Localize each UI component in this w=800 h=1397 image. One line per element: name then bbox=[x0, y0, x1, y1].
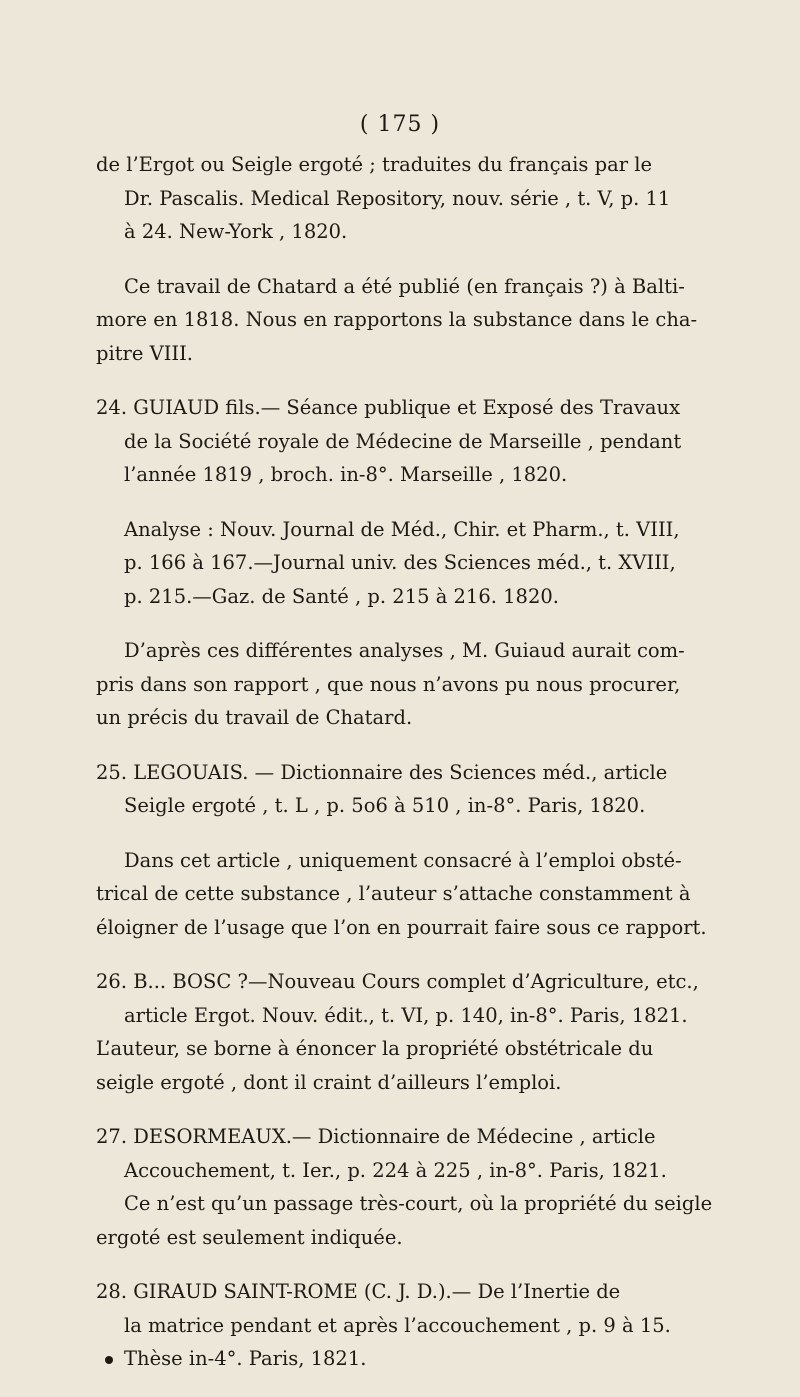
entry-24 bbox=[96, 391, 716, 492]
page-body bbox=[96, 148, 716, 1397]
text-line: trical de cette substance , l’auteur s’attache constamment à bbox=[96, 882, 691, 905]
text-line: Ce travail de Chatard a été publié (en français ?) à Balti- bbox=[124, 274, 685, 298]
text-line: D’après ces différentes analyses , M. Guiaud aurait com- bbox=[124, 639, 685, 662]
paragraph-analyse bbox=[96, 513, 716, 614]
text-line: article Ergot. Nouv. édit., t. VI, p. 140, in-8°. Paris, 1821. bbox=[124, 1003, 688, 1027]
text-line: 26. B... BOSC ?—Nouveau Cours complet d’Agriculture, etc., bbox=[96, 970, 699, 993]
text-line: à 24. New-York , 1820. bbox=[124, 220, 348, 243]
page-number: ( 175 ) bbox=[359, 112, 441, 137]
paragraph-guiaud-note bbox=[96, 634, 716, 735]
text-line: Seigle ergoté , t. L , p. 5o6 à 510 , in-8°. Paris, 1820. bbox=[124, 794, 646, 817]
text-line: Ce n’est qu’un passage très-court, où la propriété du seigle bbox=[124, 1192, 713, 1215]
paragraph-legouais-note bbox=[96, 844, 716, 945]
paragraph-chatard-note bbox=[96, 270, 716, 371]
entry-26 bbox=[96, 965, 716, 1099]
text-line: p. 166 à 167.—Journal univ. des Sciences méd., t. XVIII, bbox=[124, 551, 676, 574]
text-line: pitre VIII. bbox=[96, 341, 194, 365]
text-line: L’auteur, se borne à énoncer la propriété obstétricale du bbox=[96, 1037, 654, 1060]
text-line: éloigner de l’usage que l’on en pourrait faire sous ce rapport. bbox=[96, 915, 707, 939]
text-line: p. 215.—Gaz. de Santé , p. 215 à 216. 1820. bbox=[124, 584, 559, 608]
text-line: pris dans son rapport , que nous n’avons pu nous procurer, bbox=[96, 672, 681, 696]
ink-blot bbox=[105, 1356, 113, 1364]
entry-25 bbox=[96, 756, 716, 823]
text-line: 24. GUIAUD fils.— Séance publique et Exposé des Travaux bbox=[96, 396, 681, 419]
text-line: Dans cet article , uniquement consacré à l’emploi obsté- bbox=[124, 848, 682, 872]
text-line: 25. LEGOUAIS. — Dictionnaire des Sciences méd., article bbox=[96, 760, 668, 784]
entry-27 bbox=[96, 1120, 716, 1254]
text-line: more en 1818. Nous en rapportons la substance dans le cha- bbox=[96, 308, 698, 331]
paragraph-ergot-translation bbox=[96, 148, 716, 249]
text-line: l’année 1819 , broch. in-8°. Marseille , 1820. bbox=[124, 463, 568, 486]
text-line: un précis du travail de Chatard. bbox=[96, 706, 413, 729]
text-line: de la Société royale de Médecine de Marseille , pendant bbox=[124, 429, 682, 453]
text-line: 28. GIRAUD SAINT-ROME (C. J. D.).— De l’Inertie de bbox=[96, 1280, 621, 1303]
text-line: la matrice pendant et après l’accouchement , p. 9 à 15. bbox=[124, 1313, 671, 1337]
text-line: Analyse : Nouv. Journal de Méd., Chir. et Pharm., t. VIII, bbox=[124, 517, 680, 541]
text-line: Accouchement, t. Ier., p. 224 à 225 , in-8°. Paris, 1821. bbox=[124, 1158, 667, 1182]
text-line: Dr. Pascalis. Medical Repository, nouv. série , t. V, p. 11 bbox=[124, 186, 671, 210]
text-line: de l’Ergot ou Seigle ergoté ; traduites du français par le bbox=[96, 153, 652, 176]
entry-28 bbox=[96, 1275, 716, 1376]
text-line: 27. DESORMEAUX.— Dictionnaire de Médecine , article bbox=[96, 1125, 656, 1148]
text-line: Thèse in-4°. Paris, 1821. bbox=[124, 1347, 367, 1370]
text-line: ergoté est seulement indiquée. bbox=[96, 1225, 403, 1249]
text-line: seigle ergoté , dont il craint d’ailleurs l’emploi. bbox=[96, 1070, 562, 1094]
